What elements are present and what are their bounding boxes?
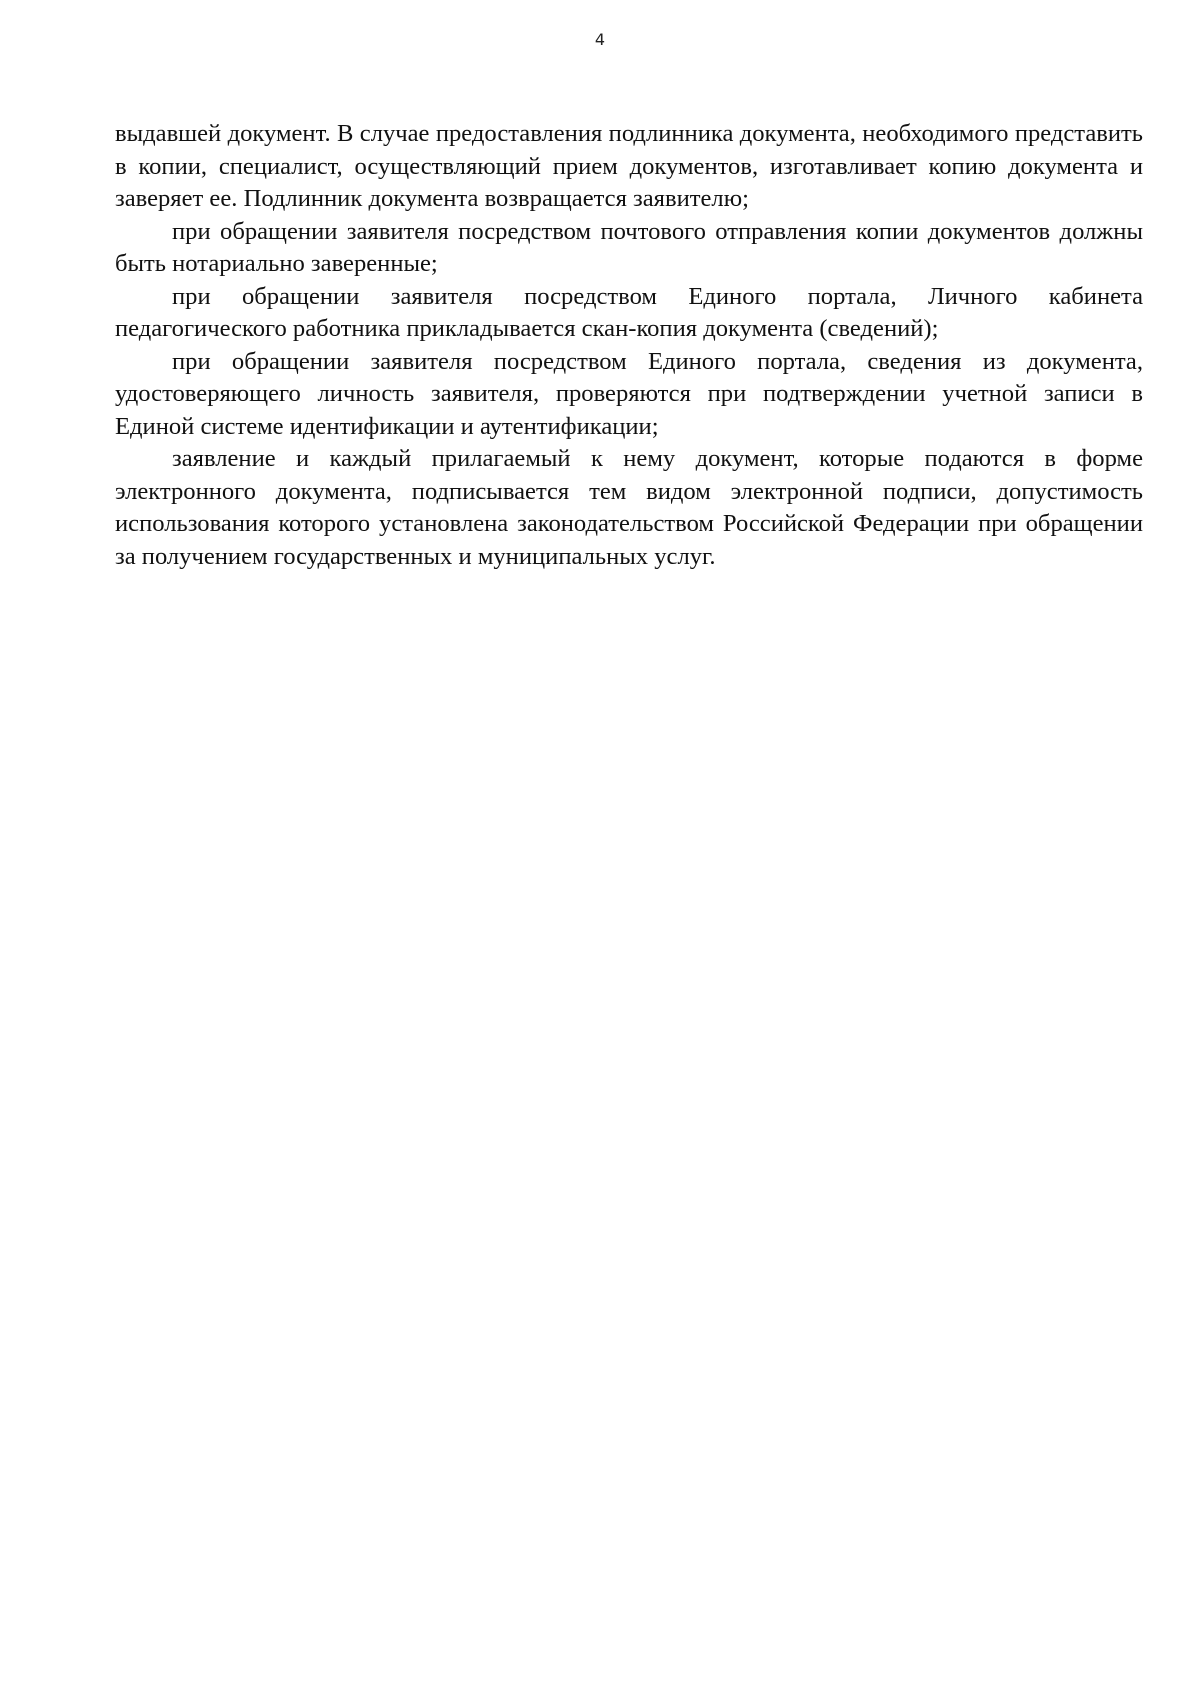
paragraph-continuation: выдавшей документ. В случае предоставления подлинника документа, необходимого представить в копии, специалист, осуществляющий прием документов, изготавливает копию документа и заверяет ее. Подлинник документа возвращается заявителю; <box>115 120 1143 212</box>
paragraph-postal-submission: при обращении заявителя посредством почтового отправления копии документов должны быть нотариально заверенные; <box>115 217 1143 277</box>
paragraph-portal-scan-copy: при обращении заявителя посредством Единого портала, Личного кабинета педагогического работника прикладывается скан-копия документа (сведений); <box>115 282 1143 342</box>
page-number: 4 <box>594 30 606 49</box>
paragraph-electronic-signature: заявление и каждый прилагаемый к нему документ, которые подаются в форме электронного документа, подписывается тем видом электронной подписи, допустимость использования которого установлена законодательством Российской Федерации при обращении за получением государственных и муниципальных услуг. <box>115 445 1143 570</box>
paragraph-identity-verification: при обращении заявителя посредством Единого портала, сведения из документа, удостоверяющего личность заявителя, проверяются при подтверждении учетной записи в Единой системе идентификации и аутентификации; <box>115 347 1143 440</box>
document-body <box>115 118 1143 573</box>
